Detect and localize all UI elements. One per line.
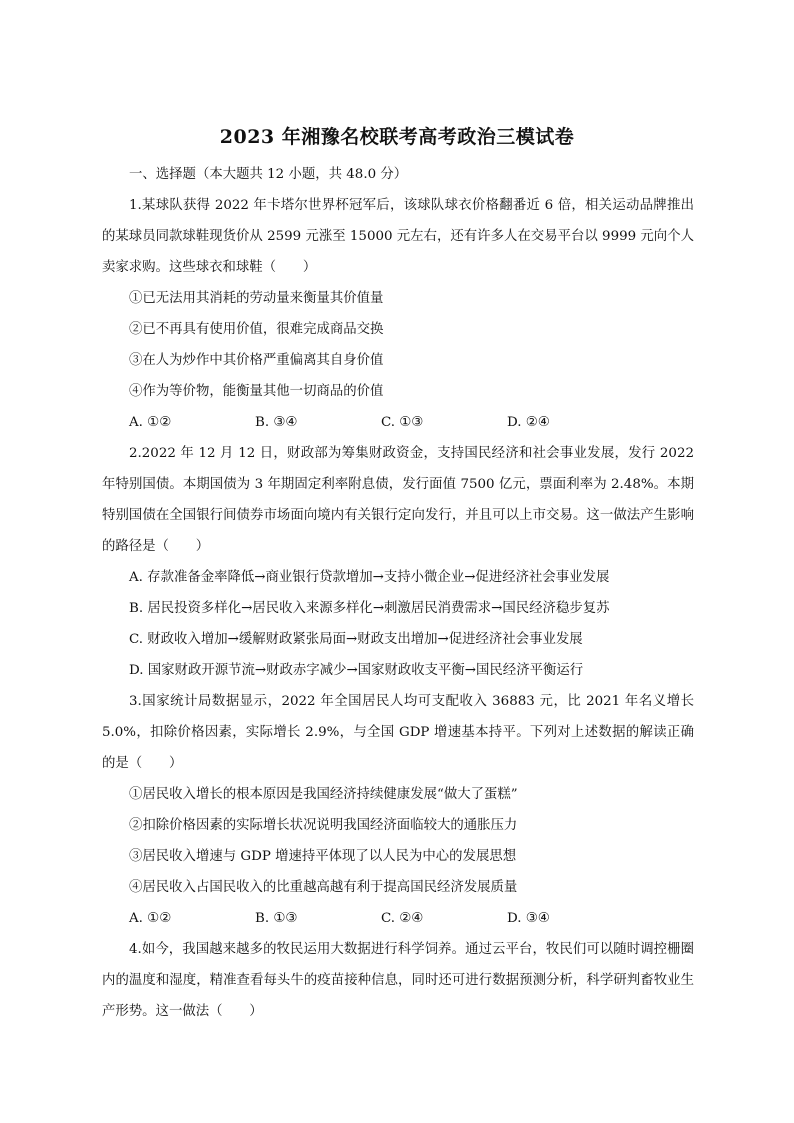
answer-choices xyxy=(102,407,694,438)
statement-item: ①已无法用其消耗的劳动量来衡量其价值量 xyxy=(129,291,384,306)
statement-item: ③居民收入增速与 GDP 增速持平体现了以人民为中心的发展思想 xyxy=(129,849,517,864)
choice-c: C. ②④ xyxy=(381,911,424,926)
option-a: A. 存款准备金率降低→商业银行贷款增加→支持小微企业→促进经济社会事业发展 xyxy=(129,570,610,585)
option-c: C. 财政收入增加→缓解财政紧张局面→财政支出增加→促进经济社会事业发展 xyxy=(129,632,583,647)
question-stem: 4.如今，我国越来越多的牧民运用大数据进行科学饲养。通过云平台，牧民们可以随时调控栅圈内的温度和湿度，精准查看每头牛的疫苗接种信息，同时还可进行数据预测分析，科学研判畜牧业生产形势。这一做法（ ） xyxy=(102,942,694,1019)
choice-d: D. ③④ xyxy=(507,911,550,926)
statement-item: ②已不再具有使用价值，很难完成商品交换 xyxy=(129,322,384,337)
question-3 xyxy=(102,686,694,934)
choice-b: B. ①③ xyxy=(255,911,298,926)
option-d: D. 国家财政开源节流→财政赤字减少→国家财政收支平衡→国民经济平衡运行 xyxy=(129,663,584,678)
exam-content xyxy=(102,159,694,1027)
question-2 xyxy=(102,438,694,686)
choice-c: C. ①③ xyxy=(381,415,424,430)
choice-a: A. ①② xyxy=(129,911,172,926)
statement-item: ①居民收入增长的根本原因是我国经济持续健康发展“做大了蛋糕” xyxy=(129,787,518,802)
question-stem: 3.国家统计局数据显示，2022 年全国居民人均可支配收入 36883 元，比 2021 年名义增长 5.0%，扣除价格因素，实际增长 2.9%，与全国 GDP 增速基本持平。下列对上述数据的解读正确的是（ ） xyxy=(102,694,694,771)
choice-b: B. ③④ xyxy=(255,415,298,430)
question-4 xyxy=(102,934,694,1027)
statement-item: ②扣除价格因素的实际增长状况说明我国经济面临较大的通胀压力 xyxy=(129,818,518,833)
question-stem: 2.2022 年 12 月 12 日，财政部为筹集财政资金，支持国民经济和社会事业发展，发行 2022 年特别国债。本期国债为 3 年期固定利率附息债，发行面值 7500 亿元，票面利率为 2.48%。本期特别国债在全国银行间债券市场面向境内有关银行定向发行，并且可以上市交易。这一做法产生影响的路径是（ ） xyxy=(102,446,694,554)
page-title: 2023 年湘豫名校联考高考政治三模试卷 xyxy=(219,126,575,148)
choice-a: A. ①② xyxy=(129,415,172,430)
statement-item: ④作为等价物，能衡量其他一切商品的价值 xyxy=(129,384,384,399)
statement-item: ④居民收入占国民收入的比重越高越有利于提高国民经济发展质量 xyxy=(129,880,518,895)
choice-d: D. ②④ xyxy=(507,415,550,430)
option-b: B. 居民投资多样化→居民收入来源多样化→刺激居民消费需求→国民经济稳步复苏 xyxy=(129,601,610,616)
question-1 xyxy=(102,190,694,438)
section-header: 一、选择题（本大题共 12 小题，共 48.0 分） xyxy=(129,167,408,182)
statement-item: ③在人为炒作中其价格严重偏离其自身价值 xyxy=(129,353,384,368)
question-stem: 1.某球队获得 2022 年卡塔尔世界杯冠军后，该球队球衣价格翻番近 6 倍，相关运动品牌推出的某球员同款球鞋现货价从 2599 元涨至 15000 元左右，还有许多人在交易平台以 9999 元向个人卖家求购。这些球衣和球鞋（ ） xyxy=(102,198,694,275)
answer-choices xyxy=(102,903,694,934)
